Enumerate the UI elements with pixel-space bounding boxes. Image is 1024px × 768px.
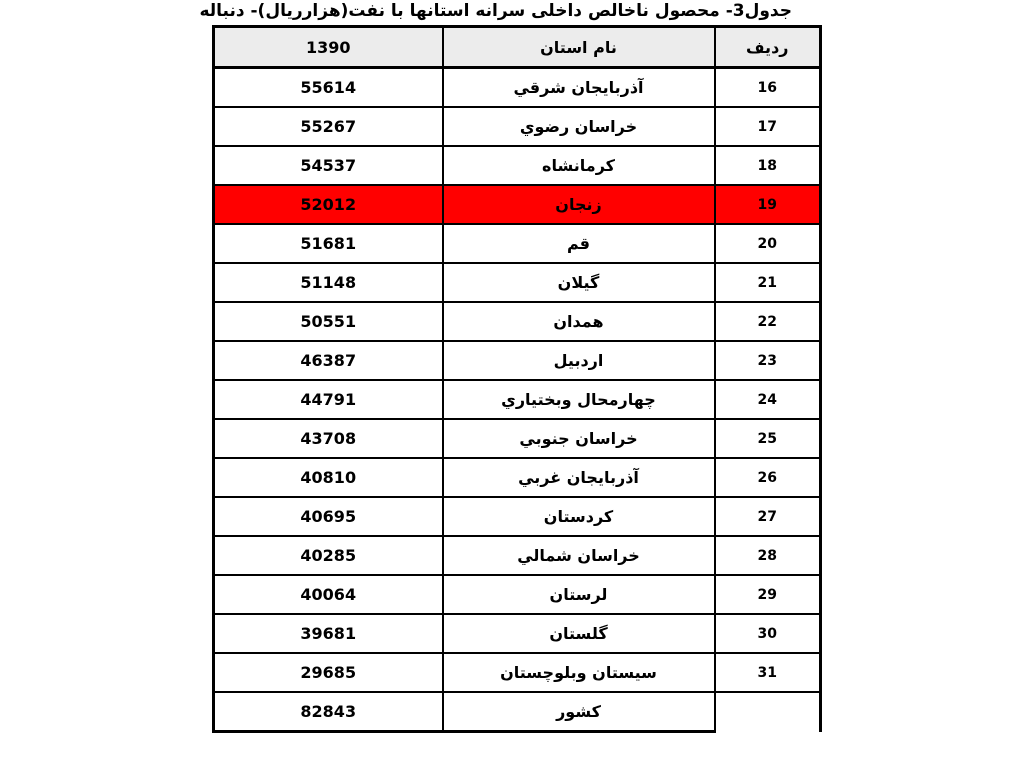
value-cell: 55267	[214, 107, 443, 146]
province-cell: خراسان شمالي	[443, 536, 715, 575]
total-empty-cell	[715, 692, 821, 732]
value-cell: 40810	[214, 458, 443, 497]
table-row	[214, 536, 821, 575]
table-row	[214, 614, 821, 653]
province-cell: زنجان	[443, 185, 715, 224]
table-row	[214, 458, 821, 497]
rank-cell: 29	[715, 575, 821, 614]
table-row	[214, 653, 821, 692]
table-row	[214, 302, 821, 341]
province-cell: آذربايجان غربي	[443, 458, 715, 497]
table-row	[214, 341, 821, 380]
rank-cell: 23	[715, 341, 821, 380]
province-cell: كردستان	[443, 497, 715, 536]
province-cell: قم	[443, 224, 715, 263]
province-cell: آذربايجان شرقي	[443, 68, 715, 108]
table-row	[214, 419, 821, 458]
value-cell: 40285	[214, 536, 443, 575]
province-cell: خراسان رضوي	[443, 107, 715, 146]
rank-cell: 20	[715, 224, 821, 263]
table-row	[214, 575, 821, 614]
header-year: 1390	[214, 27, 443, 68]
value-cell: 51148	[214, 263, 443, 302]
total-value: 82843	[214, 692, 443, 732]
rank-cell: 18	[715, 146, 821, 185]
value-cell: 54537	[214, 146, 443, 185]
value-cell: 44791	[214, 380, 443, 419]
rank-cell: 31	[715, 653, 821, 692]
table-row	[214, 107, 821, 146]
value-cell: 43708	[214, 419, 443, 458]
province-cell: گيلان	[443, 263, 715, 302]
province-cell: لرستان	[443, 575, 715, 614]
rank-cell: 25	[715, 419, 821, 458]
province-cell: كرمانشاه	[443, 146, 715, 185]
rank-cell: 28	[715, 536, 821, 575]
value-cell: 46387	[214, 341, 443, 380]
header-province: نام استان	[443, 27, 715, 68]
province-cell: سيستان وبلوچستان	[443, 653, 715, 692]
value-cell: 39681	[214, 614, 443, 653]
value-cell: 29685	[214, 653, 443, 692]
rank-cell: 22	[715, 302, 821, 341]
rank-cell: 24	[715, 380, 821, 419]
rank-cell: 16	[715, 68, 821, 108]
value-cell: 50551	[214, 302, 443, 341]
value-cell: 55614	[214, 68, 443, 108]
province-cell: گلستان	[443, 614, 715, 653]
value-cell: 51681	[214, 224, 443, 263]
province-cell: خراسان جنوبي	[443, 419, 715, 458]
province-cell: اردبيل	[443, 341, 715, 380]
rank-cell: 17	[715, 107, 821, 146]
table-row	[214, 380, 821, 419]
table-row	[214, 497, 821, 536]
table-row	[214, 185, 821, 224]
rank-cell: 27	[715, 497, 821, 536]
total-label: كشور	[443, 692, 715, 732]
rank-cell: 21	[715, 263, 821, 302]
table-row	[214, 68, 821, 108]
province-cell: چهارمحال وبختياري	[443, 380, 715, 419]
rank-cell: 26	[715, 458, 821, 497]
table-row	[214, 146, 821, 185]
total-row	[214, 692, 821, 732]
table-row	[214, 224, 821, 263]
table-row	[214, 263, 821, 302]
table-header	[214, 27, 821, 68]
data-table	[212, 25, 822, 733]
rank-cell: 30	[715, 614, 821, 653]
rank-cell: 19	[715, 185, 821, 224]
table-title: جدول3- محصول ناخالص داخلی سرانه استانها با نفت(هزارریال)- دنباله	[199, 1, 792, 21]
header-rank: رديف	[715, 27, 821, 68]
value-cell: 40064	[214, 575, 443, 614]
province-cell: همدان	[443, 302, 715, 341]
value-cell: 40695	[214, 497, 443, 536]
value-cell: 52012	[214, 185, 443, 224]
table-body	[214, 68, 821, 732]
header-row	[214, 27, 821, 68]
